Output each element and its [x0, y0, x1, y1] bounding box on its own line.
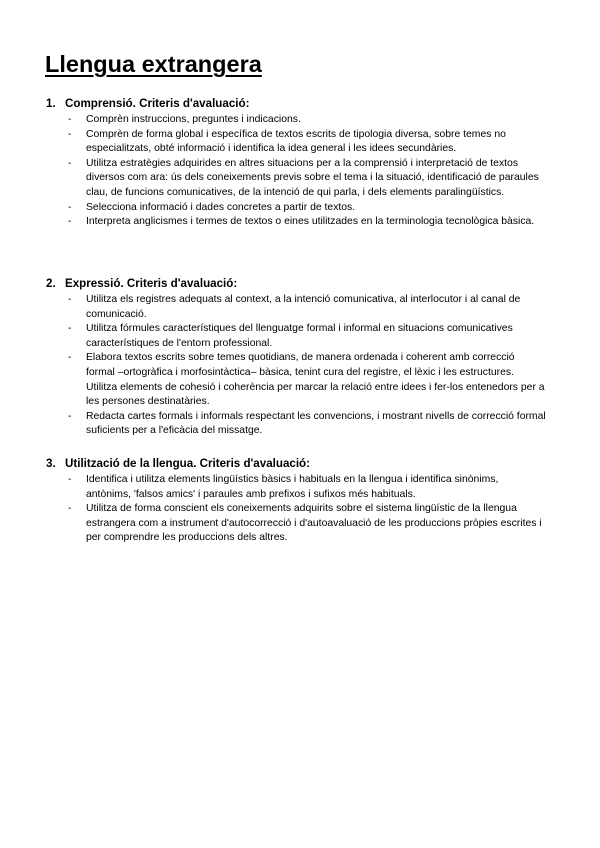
list-item-text: Elabora textos escrits sobre temes quotidians, de manera ordenada i coherent amb correcció formal –ortogràfica i morfosintàctica– bàsica, tenint cura del registre, el lèxic i les estructures. Utilitza elements de cohesió i coherència per marcar la relació entre idees i fer-los entenedors per a les persones destinatàries. — [86, 352, 545, 408]
bullet-dash: - — [68, 216, 72, 228]
section-number: 1. — [46, 97, 56, 110]
section-heading — [46, 96, 546, 111]
page-title: Llengua extrangera — [45, 51, 262, 77]
criteria-list — [46, 473, 546, 546]
criteria-list — [46, 113, 546, 230]
list-item — [46, 351, 546, 409]
bullet-dash: - — [68, 201, 72, 213]
list-item-text: Comprèn instruccions, preguntes i indicacions. — [86, 114, 301, 125]
bullet-dash: - — [68, 410, 72, 422]
list-item-text: Utilitza els registres adequats al context, a la intenció comunicativa, al interlocutor i al canal de comunicació. — [86, 294, 521, 320]
list-item — [46, 113, 546, 128]
section-number: 3. — [46, 457, 56, 470]
section-expressio — [46, 276, 546, 439]
section-utilitzacio — [46, 456, 546, 546]
section-number: 2. — [46, 277, 56, 290]
bullet-dash: - — [68, 114, 72, 125]
bullet-dash: - — [68, 474, 72, 485]
list-item — [46, 293, 546, 322]
list-item — [46, 473, 546, 502]
list-item-text: Comprèn de forma global i específica de textos escrits de tipologia diversa, sobre temes no especialitzats, obté informació i identifica la idea general i les idees secundàries. — [86, 128, 506, 155]
list-item-text: Redacta cartes formals i informals respectant les convencions, i mostrant nivells de correcció formal suficients per a l'eficàcia del missatge. — [86, 410, 546, 437]
list-item-text: Interpreta anglicismes i termes de textos o eines utilitzades en la terminologia tecnològica bàsica. — [86, 216, 535, 228]
section-title: Utilització de la llengua. Criteris d'avaluació: — [65, 457, 311, 470]
list-item — [46, 410, 546, 439]
bullet-dash: - — [68, 323, 72, 335]
list-item — [46, 502, 546, 546]
list-item-text: Utilitza fórmules característiques del llenguatge formal i informal en situacions comunicatives característiques de l'entorn professional. — [86, 323, 513, 349]
bullet-dash: - — [68, 294, 72, 305]
criteria-list — [46, 293, 546, 439]
bullet-dash: - — [68, 352, 72, 364]
list-item-text: Selecciona informació i dades concretes a partir de textos. — [86, 201, 356, 213]
section-comprensio — [46, 96, 546, 230]
section-title: Expressió. Criteris d'avaluació: — [65, 277, 238, 290]
list-item — [46, 322, 546, 351]
section-heading — [46, 276, 546, 291]
section-title: Comprensió. Criteris d'avaluació: — [65, 97, 250, 110]
list-item — [46, 201, 546, 216]
list-item — [46, 128, 546, 157]
list-item-text: Utilitza de forma conscient els coneixements adquirits sobre el sistema lingüístic de la llengua estrangera com a instrument d'autocorrecció i d'autoavaluació de les produccions pròpies escrites i per comprendre les produccions dels altres. — [86, 503, 542, 544]
list-item — [46, 157, 546, 201]
bullet-dash: - — [68, 128, 72, 140]
bullet-dash: - — [68, 503, 72, 515]
list-item-text: Identifica i utilitza elements lingüístics bàsics i habituals en la llengua i identifica sinònims, antònims, 'falsos amics' i paraules amb prefixos i sufixos més habituals. — [86, 474, 499, 500]
section-heading — [46, 456, 546, 471]
bullet-dash: - — [68, 157, 72, 169]
list-item — [46, 215, 546, 230]
list-item-text: Utilitza estratègies adquirides en altres situacions per a la comprensió i interpretació de textos diversos com ara: ús dels coneixements previs sobre el tema i la situació, identificació de paraules clau, de funcions comunicatives, de la intenció de qui parla, i dels elements paralingüístics. — [86, 157, 539, 198]
